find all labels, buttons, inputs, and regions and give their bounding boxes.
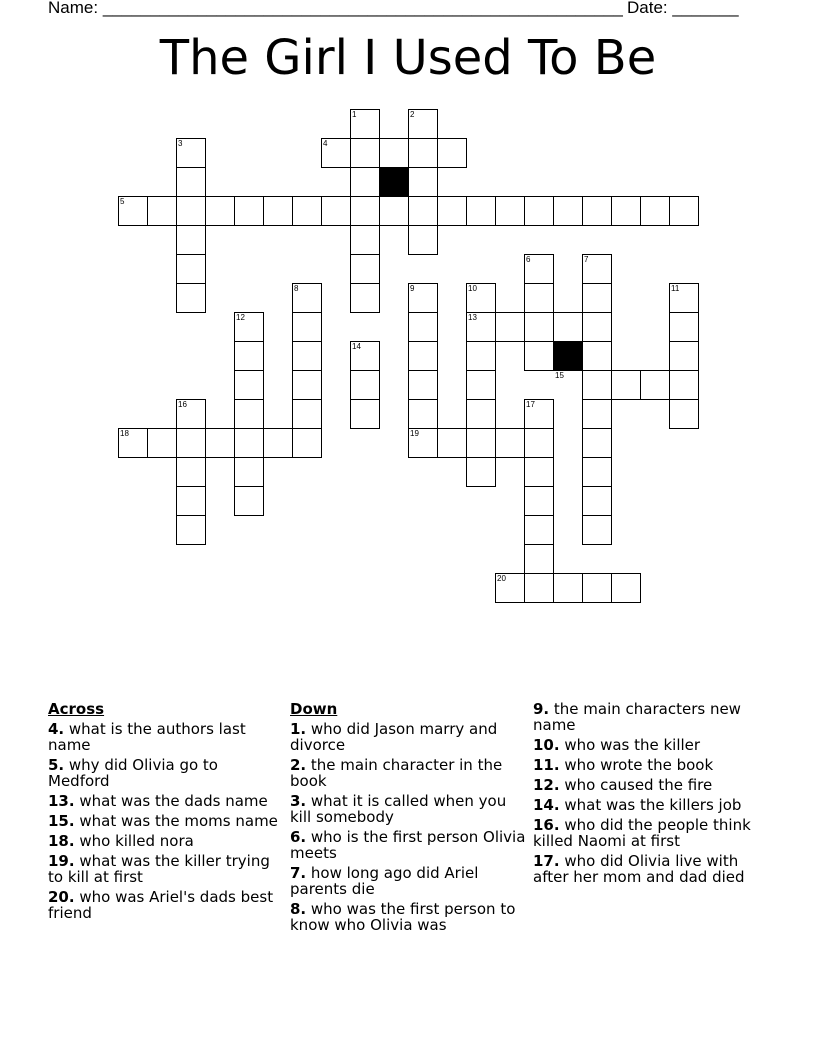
clue: [48, 889, 278, 921]
across-heading: Across: [48, 700, 105, 718]
clue-number: 1: [352, 110, 357, 119]
clue: [48, 721, 278, 753]
grid-cell[interactable]: [669, 399, 699, 429]
grid-cell[interactable]: [350, 196, 380, 226]
grid-cell[interactable]: [292, 370, 322, 400]
grid-cell[interactable]: [466, 341, 496, 371]
clue: [48, 833, 278, 849]
clue: [290, 757, 528, 789]
clue-number-label: 10.: [533, 736, 560, 754]
clue-number: 18: [120, 429, 129, 438]
clue-number-label: 2.: [290, 756, 307, 774]
grid-cell[interactable]: [176, 225, 206, 255]
clue: [533, 853, 773, 885]
clue-number-label: 8.: [290, 900, 307, 918]
clue: [533, 701, 773, 733]
clue-number-label: 14.: [533, 796, 560, 814]
clue: [48, 757, 278, 789]
clue: [290, 793, 528, 825]
clue-text: who is the first person Olivia meets: [290, 828, 526, 862]
name-blank[interactable]: _______________________________________________________: [102, 0, 623, 17]
clue-number-label: 11.: [533, 756, 560, 774]
clue-text: what was the moms name: [74, 812, 278, 830]
grid-cell[interactable]: [350, 138, 380, 168]
clue-text: who did Olivia live with after her mom and dad died: [533, 852, 745, 886]
grid-cell[interactable]: [495, 196, 525, 226]
grid-cell[interactable]: [292, 312, 322, 342]
clue-number: 8: [294, 284, 299, 293]
clue-text: who was the first person to know who Olivia was: [290, 900, 516, 934]
grid-cell[interactable]: [234, 457, 264, 487]
grid-cell[interactable]: [379, 138, 409, 168]
clue-number: 9: [410, 284, 415, 293]
clue-number-label: 12.: [533, 776, 560, 794]
clue-text: what was the dads name: [74, 792, 268, 810]
grid-cell[interactable]: [437, 428, 467, 458]
grid-cell[interactable]: [292, 196, 322, 226]
grid-cell[interactable]: [582, 428, 612, 458]
clue-number-label: 18.: [48, 832, 75, 850]
grid-cell[interactable]: [582, 486, 612, 516]
clue-number-label: 13.: [48, 792, 75, 810]
grid-cell[interactable]: [408, 225, 438, 255]
clue: [290, 721, 528, 753]
clue-number: 12: [236, 313, 245, 322]
clue-number: 6: [526, 255, 531, 264]
grid-cell[interactable]: [466, 196, 496, 226]
grid-cell[interactable]: [582, 515, 612, 545]
grid-cell[interactable]: [350, 254, 380, 284]
grid-cell[interactable]: [176, 167, 206, 197]
grid-cell[interactable]: [408, 138, 438, 168]
grid-cell[interactable]: [205, 428, 235, 458]
grid-cell[interactable]: [408, 196, 438, 226]
grid-cell[interactable]: [263, 428, 293, 458]
grid-cell[interactable]: [466, 399, 496, 429]
clue-number: 15: [555, 371, 564, 380]
grid-cell[interactable]: [524, 283, 554, 313]
clue-number-label: 19.: [48, 852, 75, 870]
grid-cell[interactable]: [350, 225, 380, 255]
grid-cell[interactable]: [176, 457, 206, 487]
grid-cell[interactable]: [640, 196, 670, 226]
clue-number-label: 9.: [533, 700, 550, 718]
date-field[interactable]: [627, 0, 739, 18]
clue-number: 19: [410, 429, 419, 438]
grid-cell[interactable]: [292, 399, 322, 429]
clue-text: the main characters new name: [533, 700, 741, 734]
grid-cell[interactable]: [524, 515, 554, 545]
clue-text: who killed nora: [74, 832, 194, 850]
grid-cell[interactable]: [437, 138, 467, 168]
grid-cell[interactable]: [408, 341, 438, 371]
grid-cell[interactable]: [669, 370, 699, 400]
grid-cell[interactable]: [408, 167, 438, 197]
grid-cell[interactable]: [234, 196, 264, 226]
clue: [290, 901, 528, 933]
grid-cell[interactable]: [524, 196, 554, 226]
grid-cell[interactable]: [582, 573, 612, 603]
grid-cell[interactable]: [466, 428, 496, 458]
clue-number: 20: [497, 574, 506, 583]
clue-text: who did the people think killed Naomi at first: [533, 816, 751, 850]
name-field[interactable]: [48, 0, 623, 18]
grid-cell[interactable]: [147, 196, 177, 226]
clue-text: what it is called when you kill somebody: [290, 792, 507, 826]
clue-text: how long ago did Ariel parents die: [290, 864, 479, 898]
clue-text: what was the killer trying to kill at first: [48, 852, 270, 886]
grid-cell[interactable]: [611, 573, 641, 603]
grid-cell[interactable]: [176, 486, 206, 516]
grid-cell[interactable]: [524, 457, 554, 487]
clue-number-label: 15.: [48, 812, 75, 830]
grid-cell[interactable]: [205, 196, 235, 226]
grid-cell[interactable]: [408, 312, 438, 342]
clue-text: why did Olivia go to Medford: [48, 756, 218, 790]
grid-cell[interactable]: [350, 167, 380, 197]
grid-cell[interactable]: [176, 254, 206, 284]
clue-number-label: 17.: [533, 852, 560, 870]
clue: [48, 853, 278, 885]
grid-cell[interactable]: [350, 283, 380, 313]
grid-cell[interactable]: [234, 370, 264, 400]
clue-text: who was Ariel's dads best friend: [48, 888, 274, 922]
clue-number-label: 1.: [290, 720, 307, 738]
grid-cell[interactable]: [350, 399, 380, 429]
grid-cell[interactable]: [234, 428, 264, 458]
grid-cell[interactable]: [379, 196, 409, 226]
clue-text: who did Jason marry and divorce: [290, 720, 498, 754]
grid-cell[interactable]: [582, 457, 612, 487]
grid-cell[interactable]: [408, 370, 438, 400]
grid-cell[interactable]: [524, 544, 554, 574]
clue: [533, 777, 773, 793]
clue-number: 14: [352, 342, 361, 351]
grid-cell[interactable]: [350, 370, 380, 400]
grid-cell[interactable]: [408, 399, 438, 429]
grid-cell[interactable]: [495, 428, 525, 458]
grid-cell[interactable]: [466, 457, 496, 487]
clue: [48, 813, 278, 829]
clue-number-label: 5.: [48, 756, 65, 774]
clue-text: who was the killer: [559, 736, 701, 754]
grid-cell[interactable]: [582, 196, 612, 226]
grid-cell[interactable]: [553, 196, 583, 226]
grid-cell[interactable]: [176, 515, 206, 545]
grid-cell[interactable]: [582, 399, 612, 429]
clue: [48, 793, 278, 809]
grid-cell[interactable]: [524, 486, 554, 516]
clue: [290, 829, 528, 861]
date-label: Date:: [627, 0, 668, 17]
grid-cell[interactable]: [524, 312, 554, 342]
clue: [533, 737, 773, 753]
grid-cell[interactable]: [524, 428, 554, 458]
black-cell: [553, 341, 583, 371]
grid-cell[interactable]: [176, 428, 206, 458]
clue-number: 17: [526, 400, 535, 409]
grid-cell[interactable]: [582, 341, 612, 371]
clue-number-label: 16.: [533, 816, 560, 834]
grid-cell[interactable]: [669, 196, 699, 226]
down-clues-continued: [533, 701, 773, 889]
clue-text: who caused the fire: [559, 776, 713, 794]
grid-cell[interactable]: [147, 428, 177, 458]
grid-cell[interactable]: [234, 399, 264, 429]
clue-number-label: 3.: [290, 792, 307, 810]
black-cell: [379, 167, 409, 197]
clue-number: 11: [671, 284, 680, 293]
grid-cell[interactable]: [582, 312, 612, 342]
across-clues: [48, 701, 278, 925]
grid-cell[interactable]: [234, 341, 264, 371]
clue-text: what was the killers job: [559, 796, 742, 814]
clue: [290, 865, 528, 897]
grid-cell[interactable]: [437, 196, 467, 226]
grid-cell[interactable]: [524, 573, 554, 603]
clue-number-label: 20.: [48, 888, 75, 906]
down-clues: [290, 701, 528, 937]
grid-cell[interactable]: [669, 341, 699, 371]
grid-cell[interactable]: [321, 196, 351, 226]
date-blank[interactable]: _______: [672, 0, 739, 17]
clue-number-label: 7.: [290, 864, 307, 882]
grid-cell[interactable]: [582, 370, 612, 400]
puzzle-title: The Girl I Used To Be: [159, 30, 657, 86]
grid-cell[interactable]: [553, 573, 583, 603]
clue-number: 4: [323, 139, 328, 148]
clue-number: 13: [468, 313, 477, 322]
grid-cell[interactable]: [582, 283, 612, 313]
grid-cell[interactable]: [553, 312, 583, 342]
grid-cell[interactable]: [176, 196, 206, 226]
clue-number-label: 4.: [48, 720, 65, 738]
grid-cell[interactable]: [524, 341, 554, 371]
clue-text: who wrote the book: [559, 756, 714, 774]
grid-cell[interactable]: [611, 370, 641, 400]
down-heading: Down: [290, 700, 338, 718]
clue-number: 10: [468, 284, 477, 293]
clue: [533, 757, 773, 773]
clue-number: 5: [120, 197, 125, 206]
grid-cell[interactable]: [640, 370, 670, 400]
clue: [533, 817, 773, 849]
clue-text: the main character in the book: [290, 756, 503, 790]
clue-number: 7: [584, 255, 589, 264]
clue-number: 16: [178, 400, 187, 409]
grid-cell[interactable]: [466, 370, 496, 400]
grid-cell[interactable]: [263, 196, 293, 226]
grid-cell[interactable]: [176, 283, 206, 313]
clue-text: what is the authors last name: [48, 720, 246, 754]
grid-cell[interactable]: [292, 428, 322, 458]
grid-cell[interactable]: [495, 312, 525, 342]
grid-cell[interactable]: [234, 486, 264, 516]
name-label: Name:: [48, 0, 99, 17]
grid-cell[interactable]: [611, 196, 641, 226]
clue-number: 2: [410, 110, 415, 119]
clue: [533, 797, 773, 813]
grid-cell[interactable]: [669, 312, 699, 342]
clue-number: 3: [178, 139, 183, 148]
grid-cell[interactable]: [292, 341, 322, 371]
clue-number-label: 6.: [290, 828, 307, 846]
